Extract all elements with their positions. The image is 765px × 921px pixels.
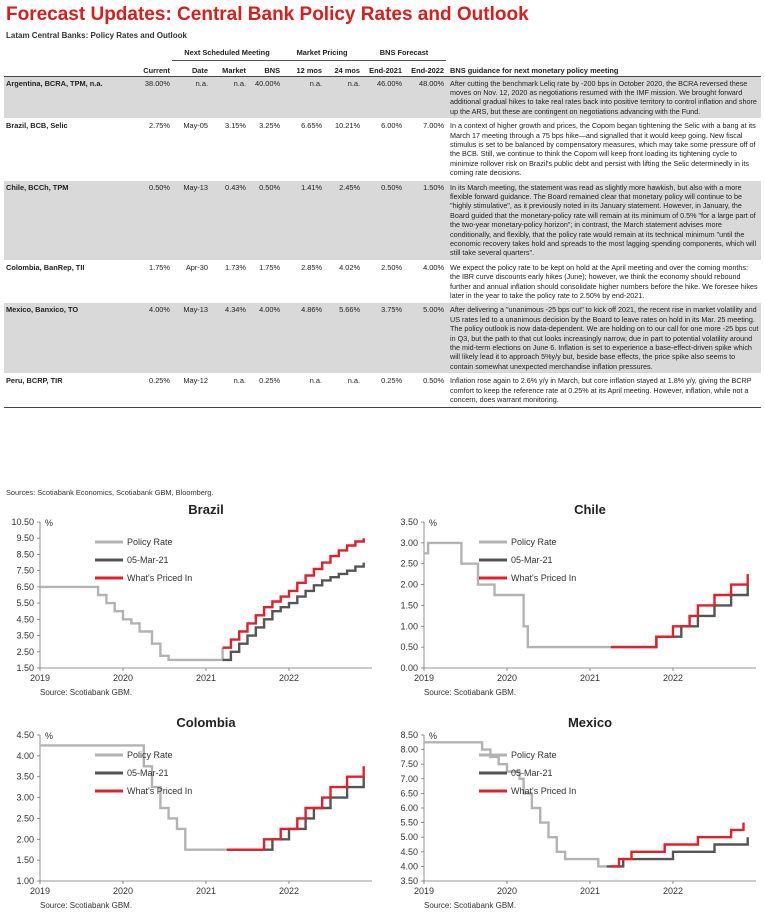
legend-label: What's Priced In <box>127 573 193 583</box>
cell-date: Apr-30 <box>172 260 210 303</box>
chart-chile-svg <box>384 500 762 684</box>
table-row <box>4 180 761 260</box>
x-tick-label: 2019 <box>29 886 51 896</box>
chart-title: Chile <box>574 502 606 517</box>
cell-bns: 40.00% <box>248 76 282 119</box>
y-tick-label: 1.50 <box>16 855 34 866</box>
legend-label: Policy Rate <box>127 537 173 547</box>
unit-label: % <box>429 731 438 741</box>
y-tick-label: 1.50 <box>16 663 34 673</box>
legend-label: What's Priced In <box>127 786 193 796</box>
y-tick-label: 3.50 <box>16 771 34 782</box>
y-tick-label: 2.50 <box>16 646 34 657</box>
x-tick-label: 2022 <box>278 886 300 896</box>
col-header-24mos: 24 mos <box>324 60 362 76</box>
y-tick-label: 2.50 <box>16 813 34 824</box>
row-name: Chile, BCCh, TPM <box>4 180 132 260</box>
cell-m12: 6.65% <box>282 119 324 180</box>
x-tick-label: 2019 <box>29 673 51 683</box>
legend-label: Policy Rate <box>511 537 557 547</box>
row-name: Colombia, BanRep, TII <box>4 260 132 303</box>
row-name: Argentina, BCRA, TPM, n.a. <box>4 76 132 119</box>
y-tick-label: 7.50 <box>16 565 34 576</box>
group-header-market-pricing: Market Pricing <box>282 46 362 60</box>
x-tick-label: 2022 <box>662 673 684 683</box>
x-tick-label: 2019 <box>413 673 435 683</box>
series-line-priced-in <box>227 766 364 849</box>
series-line-priced-in <box>223 538 364 648</box>
legend-label: Policy Rate <box>127 750 173 760</box>
group-header-next-meeting: Next Scheduled Meeting <box>172 46 282 60</box>
table-row <box>4 76 761 119</box>
col-header-bns: BNS <box>248 60 282 76</box>
table-row <box>4 119 761 180</box>
cell-bns: 4.00% <box>248 303 282 374</box>
policy-rates-table <box>4 46 761 408</box>
cell-end2021: 0.50% <box>362 180 404 260</box>
x-tick-label: 2021 <box>195 673 217 683</box>
chart-chile <box>384 500 762 700</box>
table-row <box>4 303 761 374</box>
y-tick-label: 3.00 <box>16 792 34 803</box>
cell-date: May-13 <box>172 303 210 374</box>
chart-mexico-svg <box>384 713 762 897</box>
y-tick-label: 1.50 <box>400 600 418 611</box>
x-tick-label: 2021 <box>195 886 217 896</box>
series-line-mar05 <box>607 837 748 866</box>
cell-current: 0.50% <box>132 180 172 260</box>
y-tick-label: 8.50 <box>400 730 418 740</box>
y-tick-label: 5.50 <box>400 817 418 828</box>
col-header-12mos: 12 mos <box>282 60 324 76</box>
y-tick-label: 1.00 <box>16 876 34 886</box>
table-sources: Sources: Scotiabank Economics, Scotiabank GBM, Bloomberg. <box>6 488 214 497</box>
cell-current: 1.75% <box>132 260 172 303</box>
page-subtitle: Latam Central Banks: Policy Rates and Outlook <box>6 31 187 40</box>
y-tick-label: 8.50 <box>16 549 34 560</box>
legend-label: 05-Mar-21 <box>127 768 169 778</box>
col-header-market: Market <box>210 60 248 76</box>
col-header-end-2022: End-2022 <box>404 60 446 76</box>
cell-guidance: In a context of higher growth and prices, the Copom began tightening the Selic with a bang at its March 17 meeting through a 75 bps hike—and signalled that it would keep going. New fiscal stimulus is set to be balanced by compensatory measures, which may take some pressure off of the BCB. Still, we continue to think the Copom will keep front loading its tightening cycle to minimize rollover risk on Brazil's public debt and persist with lifting the Selic determinedly in its coming rate decisions. <box>446 119 761 180</box>
y-tick-label: 7.50 <box>400 759 418 770</box>
group-header-bns-forecast: BNS Forecast <box>362 46 446 60</box>
cell-guidance: Inflation rose again to 2.6% y/y in March, but core inflation stayed at 1.8% y/y, giving the BCRP comfort to keep the reference rate at 0.25% at its April meeting. However, inflation, while not a concern, does warrant monitoring. <box>446 374 761 407</box>
y-tick-label: 4.00 <box>400 861 418 872</box>
x-tick-label: 2021 <box>579 673 601 683</box>
cell-current: 4.00% <box>132 303 172 374</box>
cell-end2022: 48.00% <box>404 76 446 119</box>
table-row <box>4 260 761 303</box>
x-tick-label: 2019 <box>413 886 435 896</box>
cell-current: 0.25% <box>132 374 172 407</box>
chart-brazil <box>0 500 378 700</box>
cell-end2022: 5.00% <box>404 303 446 374</box>
y-tick-label: 3.50 <box>400 517 418 527</box>
cell-date: n.a. <box>172 76 210 119</box>
cell-market: n.a. <box>210 76 248 119</box>
col-header-current: Current <box>132 60 172 76</box>
x-tick-label: 2022 <box>662 886 684 896</box>
cell-end2021: 6.00% <box>362 119 404 180</box>
cell-m24: 5.66% <box>324 303 362 374</box>
cell-market: 3.15% <box>210 119 248 180</box>
cell-end2021: 46.00% <box>362 76 404 119</box>
cell-end2021: 0.25% <box>362 374 404 407</box>
series-line-policy-rate <box>40 587 223 660</box>
cell-market: n.a. <box>210 374 248 407</box>
cell-end2022: 4.00% <box>404 260 446 303</box>
cell-m24: n.a. <box>324 374 362 407</box>
legend-label: 05-Mar-21 <box>511 768 553 778</box>
x-tick-label: 2020 <box>112 886 134 896</box>
y-tick-label: 2.50 <box>400 558 418 569</box>
y-tick-label: 5.50 <box>16 598 34 609</box>
cell-end2021: 2.50% <box>362 260 404 303</box>
x-tick-label: 2020 <box>496 886 518 896</box>
cell-bns: 1.75% <box>248 260 282 303</box>
y-tick-label: 4.50 <box>400 846 418 857</box>
cell-end2022: 7.00% <box>404 119 446 180</box>
chart-source: Source: Scotiabank GBM. <box>40 688 133 697</box>
chart-brazil-svg <box>0 500 378 684</box>
cell-market: 1.73% <box>210 260 248 303</box>
cell-end2022: 0.50% <box>404 374 446 407</box>
cell-bns: 0.25% <box>248 374 282 407</box>
x-tick-label: 2020 <box>112 673 134 683</box>
unit-label: % <box>429 518 438 528</box>
chart-mexico <box>384 713 762 913</box>
col-header-end-2021: End-2021 <box>362 60 404 76</box>
y-tick-label: 6.00 <box>400 803 418 813</box>
chart-colombia <box>0 713 378 913</box>
series-line-policy-rate <box>424 742 607 866</box>
cell-m12: n.a. <box>282 374 324 407</box>
cell-end2021: 3.75% <box>362 303 404 374</box>
cell-guidance: After cutting the benchmark Leliq rate by -200 bps in October 2020, the BCRA reversed these moves on Nov. 12, 2020 as negotiations resumed with the IMF mission. We brought forward additional gradual hikes to take real rates back into positive territory to control inflation and shore up the ARS, but these are contingent on negotiations advancing with the Fund. <box>446 76 761 119</box>
cell-current: 38.00% <box>132 76 172 119</box>
x-tick-label: 2020 <box>496 673 518 683</box>
chart-title: Brazil <box>188 502 224 517</box>
unit-label: % <box>45 518 54 528</box>
chart-source: Source: Scotiabank GBM. <box>424 688 517 697</box>
cell-m12: 2.85% <box>282 260 324 303</box>
y-tick-label: 0.00 <box>400 663 418 673</box>
row-name: Mexico, Banxico, TO <box>4 303 132 374</box>
y-tick-label: 4.50 <box>16 614 34 625</box>
y-tick-label: 4.00 <box>16 750 34 761</box>
cell-bns: 3.25% <box>248 119 282 180</box>
y-tick-label: 1.00 <box>400 621 418 632</box>
page-title: Forecast Updates: Central Bank Policy Rates and Outlook <box>6 4 529 25</box>
y-tick-label: 9.50 <box>16 533 34 544</box>
cell-guidance: In its March meeting, the statement was read as slightly more hawkish, but also with a more flexible forward guidance. The Board remained clear that monetary policy will continue to be "highly stimulative", as it previously noted in its January statement. However, in January, the Board guided that the monetary-policy rate will remain at its minimum of 0.5% "for a large part of the two-year monetary-policy horizon"; in contrast, the March statement advises more conditionally, and flexibly, that the policy rate would remain at its technical minimum "until the economic recovery takes hold and spreads to the most lagging spending components, which will still take several quarters". <box>446 180 761 260</box>
cell-m12: 1.41% <box>282 180 324 260</box>
cell-m12: 4.86% <box>282 303 324 374</box>
series-line-mar05 <box>223 563 364 660</box>
unit-label: % <box>45 731 54 741</box>
cell-m24: n.a. <box>324 76 362 119</box>
y-tick-label: 6.50 <box>16 581 34 592</box>
cell-m24: 10.21% <box>324 119 362 180</box>
y-tick-label: 10.50 <box>11 517 34 527</box>
chart-source: Source: Scotiabank GBM. <box>40 901 133 910</box>
y-tick-label: 6.50 <box>400 788 418 799</box>
cell-guidance: We expect the policy rate to be kept on hold at the April meeting and over the coming months: the IBR curve discounts early hikes (June); however, we think the economy should rebound further and annual inflation should consolidate higher numbers before the hike. We foresee hikes later in the year to take the policy rate to 2.50% by end-2021. <box>446 260 761 303</box>
y-tick-label: 5.00 <box>400 832 418 843</box>
cell-guidance: After delivering a "unanimous -25 bps cut" to kick off 2021, the recent rise in market volatility and US rates led to a unanimous decision by the Board to leave rates on hold in its Mar. 25 meeting. The policy outlook is now data-dependent. We are holding on to our call for one more -25 bps cut in Q3, but the path to that cut looks increasingly narrow, due in part to potential volatility around the mid-term elections on June 6. Inflation is set to experience a base-effect-driven spike which will likely lead it to approach 5%y/y but, beside base effects, the price spike also seems to contain somewhat unexpected merchandise inflation pressures. <box>446 303 761 374</box>
cell-market: 0.43% <box>210 180 248 260</box>
y-tick-label: 2.00 <box>16 834 34 845</box>
chart-title: Colombia <box>176 715 236 730</box>
chart-colombia-svg <box>0 713 378 897</box>
cell-date: May-05 <box>172 119 210 180</box>
legend-label: 05-Mar-21 <box>127 555 169 565</box>
cell-date: May-13 <box>172 180 210 260</box>
table-row <box>4 374 761 407</box>
chart-source: Source: Scotiabank GBM. <box>424 901 517 910</box>
y-tick-label: 2.00 <box>400 579 418 590</box>
cell-m24: 2.45% <box>324 180 362 260</box>
series-line-policy-rate <box>40 745 227 849</box>
cell-end2022: 1.50% <box>404 180 446 260</box>
cell-market: 4.34% <box>210 303 248 374</box>
y-tick-label: 8.00 <box>400 744 418 755</box>
col-header-guidance: BNS guidance for next monetary policy meeting <box>446 60 761 76</box>
row-name: Brazil, BCB, Selic <box>4 119 132 180</box>
legend-label: Policy Rate <box>511 750 557 760</box>
legend-label: What's Priced In <box>511 786 577 796</box>
y-tick-label: 3.50 <box>400 876 418 886</box>
y-tick-label: 3.50 <box>16 630 34 641</box>
col-header-date: Date <box>172 60 210 76</box>
y-tick-label: 7.00 <box>400 773 418 784</box>
x-tick-label: 2021 <box>579 886 601 896</box>
cell-bns: 0.50% <box>248 180 282 260</box>
chart-title: Mexico <box>567 715 613 730</box>
y-tick-label: 3.00 <box>400 537 418 548</box>
legend-label: 05-Mar-21 <box>511 555 553 565</box>
y-tick-label: 0.50 <box>400 642 418 653</box>
cell-m24: 4.02% <box>324 260 362 303</box>
y-tick-label: 4.50 <box>16 730 34 740</box>
legend-label: What's Priced In <box>511 573 577 583</box>
cell-current: 2.75% <box>132 119 172 180</box>
x-tick-label: 2022 <box>278 673 300 683</box>
cell-m12: n.a. <box>282 76 324 119</box>
row-name: Peru, BCRP, TIR <box>4 374 132 407</box>
cell-date: May-12 <box>172 374 210 407</box>
